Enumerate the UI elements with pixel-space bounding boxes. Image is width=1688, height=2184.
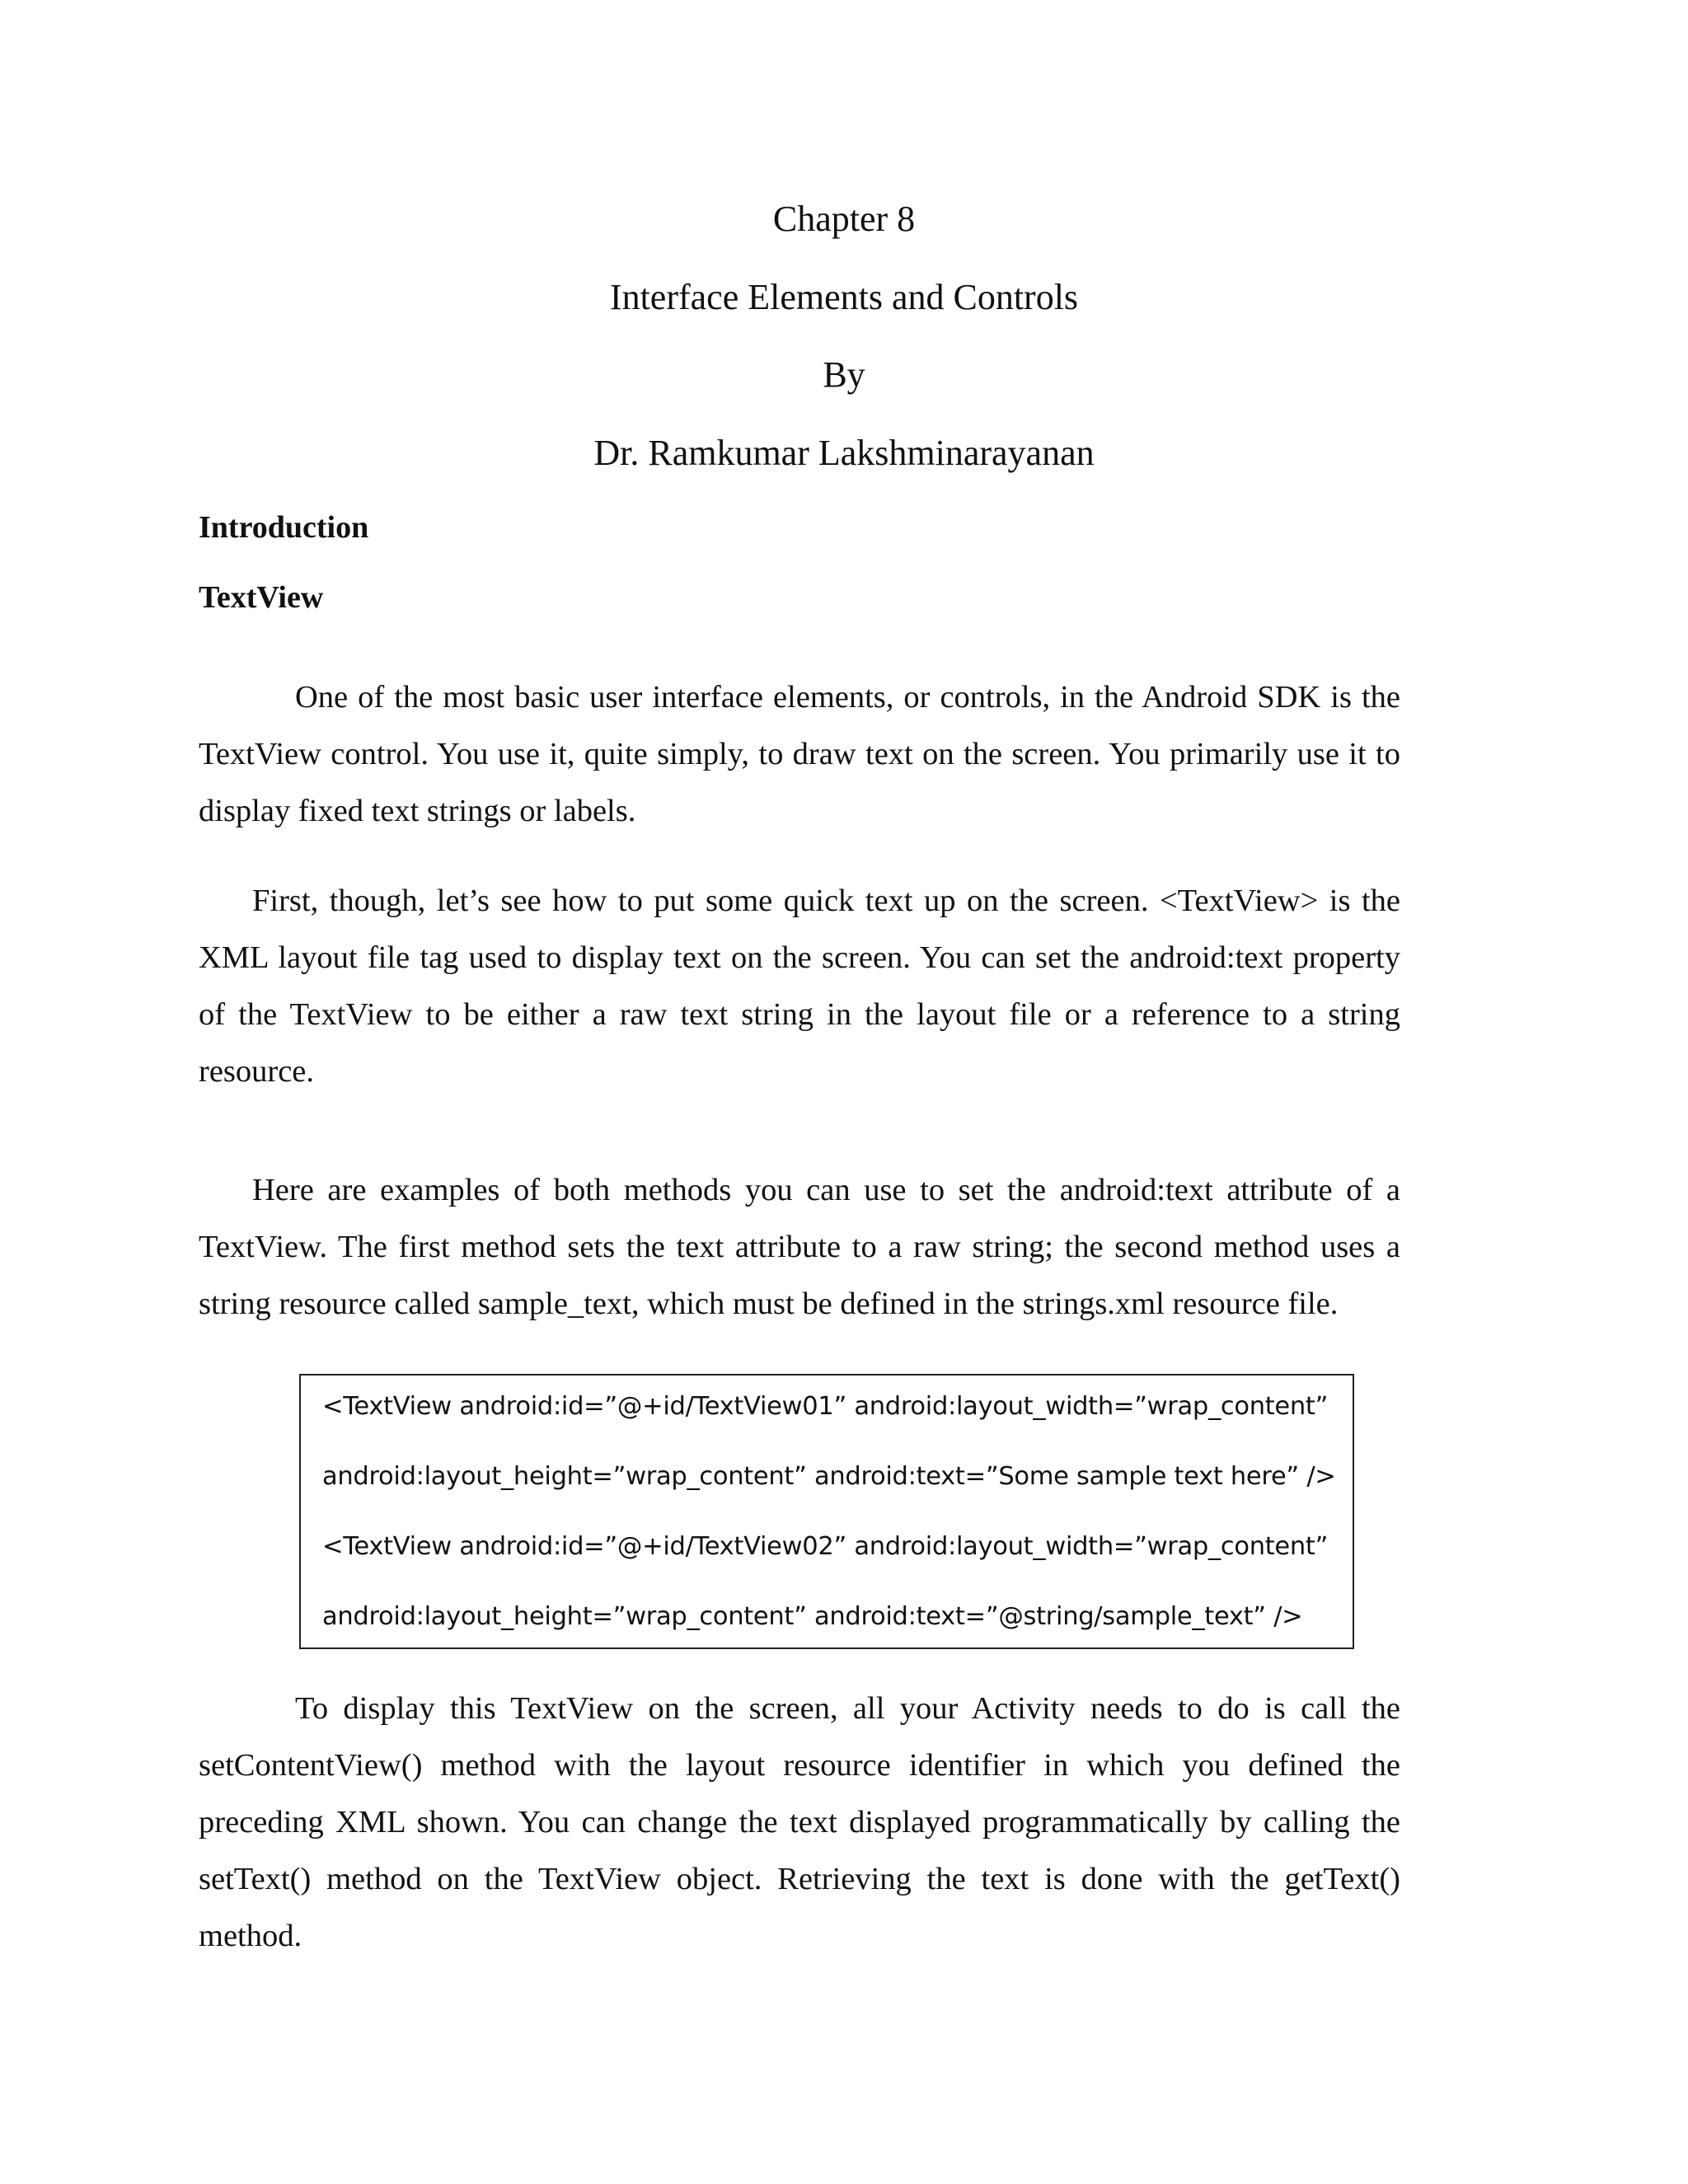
chapter-title: Interface Elements and Controls <box>609 277 1079 317</box>
code-line: android:layout_height=”wrap_content” android:text=”Some sample text here” /> <box>322 1462 1336 1491</box>
code-line: <TextView android:id=”@+id/TextView01” android:layout_width=”wrap_content” <box>322 1392 1329 1421</box>
chapter-number: Chapter 8 <box>772 199 916 239</box>
heading-introduction: Introduction <box>199 510 369 545</box>
code-line: android:layout_height=”wrap_content” android:text=”@string/sample_text” /> <box>322 1602 1303 1631</box>
paragraph-quick-text: First, though, let’s see how to put some quick text up on the screen. <TextView> is the XML layout file tag used to display text on the screen. You can set the android:text property of the TextView to be either a raw text string in the layout file or a reference to a string resource. <box>199 883 1400 1089</box>
code-sample-box <box>299 1374 1354 1649</box>
byline-by: By <box>823 354 865 395</box>
heading-textview: TextView <box>199 580 324 615</box>
code-line: <TextView android:id=”@+id/TextView02” android:layout_width=”wrap_content” <box>322 1532 1329 1561</box>
paragraph-display: To display this TextView on the screen, all your Activity needs to do is call the setContentView() method with the layout resource identifier in which you defined the preceding XML shown. You can change the text displayed programmatically by calling the setText() method on the TextView object. Retrieving the text is done with the getText() method. <box>199 1691 1400 1953</box>
paragraph-examples: Here are examples of both methods you can use to set the android:text attribute of a TextView. The first method sets the text attribute to a raw string; the second method uses a string resource called sample_text, which must be defined in the strings.xml resource file. <box>199 1173 1400 1321</box>
author-name: Dr. Ramkumar Lakshminarayanan <box>593 433 1095 473</box>
paragraph-intro: One of the most basic user interface elements, or controls, in the Android SDK is the TextView control. You use it, quite simply, to draw text on the screen. You primarily use it to display fixed text strings or labels. <box>199 680 1400 828</box>
